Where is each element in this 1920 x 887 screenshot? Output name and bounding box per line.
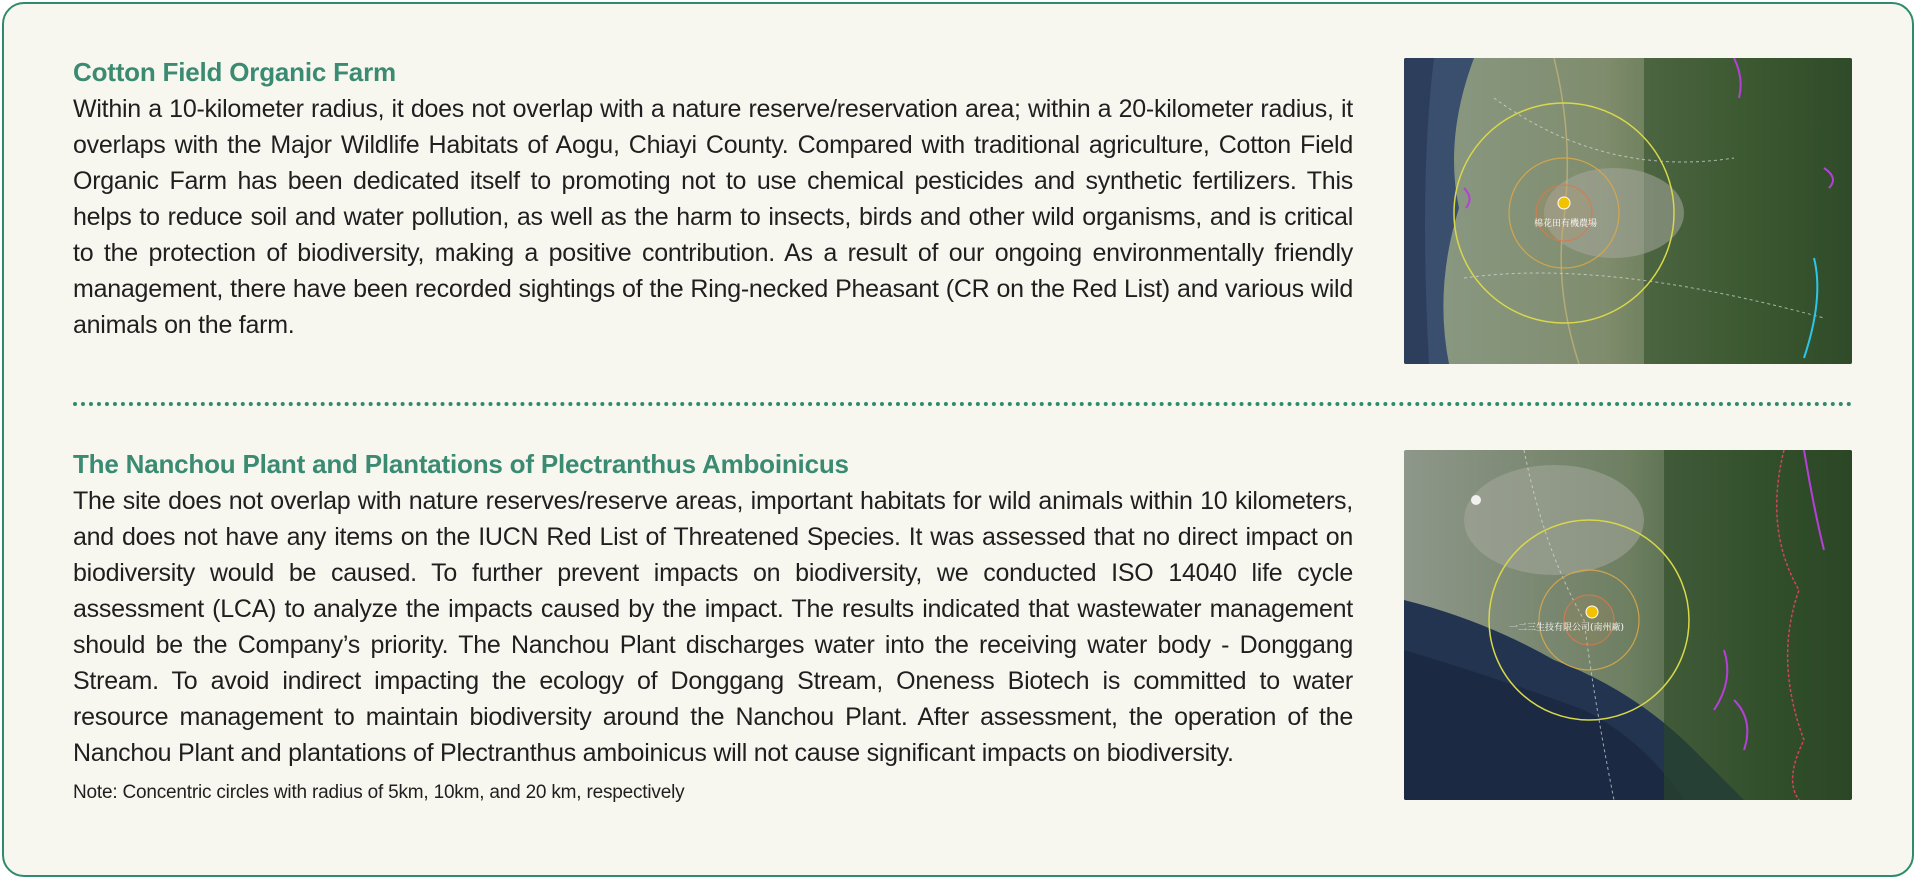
section-divider	[73, 402, 1853, 406]
farm-title: Cotton Field Organic Farm	[73, 57, 396, 87]
plant-map-label: 一二三生技有限公司(南州廠)	[1509, 623, 1625, 633]
farm-description: Within a 10-kilometer radius, it does not overlap with a nature reserve/reservation area; within a 20-kilometer radius, it overlaps with the Major Wildlife Habitats of Aogu, Chiayi County. Compared with traditional agriculture, Cotton Field Organic Farm has been dedicated itself to promoting not to use chemical pesticides and synthetic fertilizers. This helps to reduce soil and water pollution, as well as the harm to insects, birds and other wild organisms, and is critical to the protection of biodiversity, making a positive contribution. As a result of our ongoing environmentally friendly management, there have been recorded sightings of the Ring-necked Pheasant (CR on the Red List) and various wild animals on the farm.	[73, 95, 1353, 339]
farm-satellite-map	[1404, 58, 1852, 364]
plant-map-graphic	[1404, 450, 1852, 800]
farm-map-graphic	[1404, 58, 1852, 364]
plant-description: The site does not overlap with nature reserves/reserve areas, important habitats for wild animals within 10 kilometers, and does not have any items on the IUCN Red List of Threatened Species. It was assessed that no direct impact on biodiversity would be caused. To further prevent impacts on biodiversity, we conducted ISO 14040 life cycle assessment (LCA) to analyze the impacts caused by the impact. The results indicated that wastewater management should be the Company’s priority. The Nanchou Plant discharges water into the receiving water body - Donggang Stream. To avoid indirect impacting the ecology of Donggang Stream, Oneness Biotech is committed to water resource management to maintain biodiversity around the Nanchou Plant. After assessment, the operation of the Nanchou Plant and plantations of Plectranthus amboinicus will not cause significant impacts on biodiversity.	[73, 487, 1353, 767]
map-note: Note: Concentric circles with radius of 5km, 10km, and 20 km, respectively	[73, 782, 685, 803]
plant-text	[73, 448, 1353, 805]
content-panel	[2, 2, 1914, 877]
farm-map-label: 棉花田有機農場	[1534, 219, 1598, 229]
plant-title: The Nanchou Plant and Plantations of Plectranthus Amboinicus	[73, 449, 849, 479]
plant-satellite-map	[1404, 450, 1852, 800]
farm-text	[73, 56, 1353, 343]
